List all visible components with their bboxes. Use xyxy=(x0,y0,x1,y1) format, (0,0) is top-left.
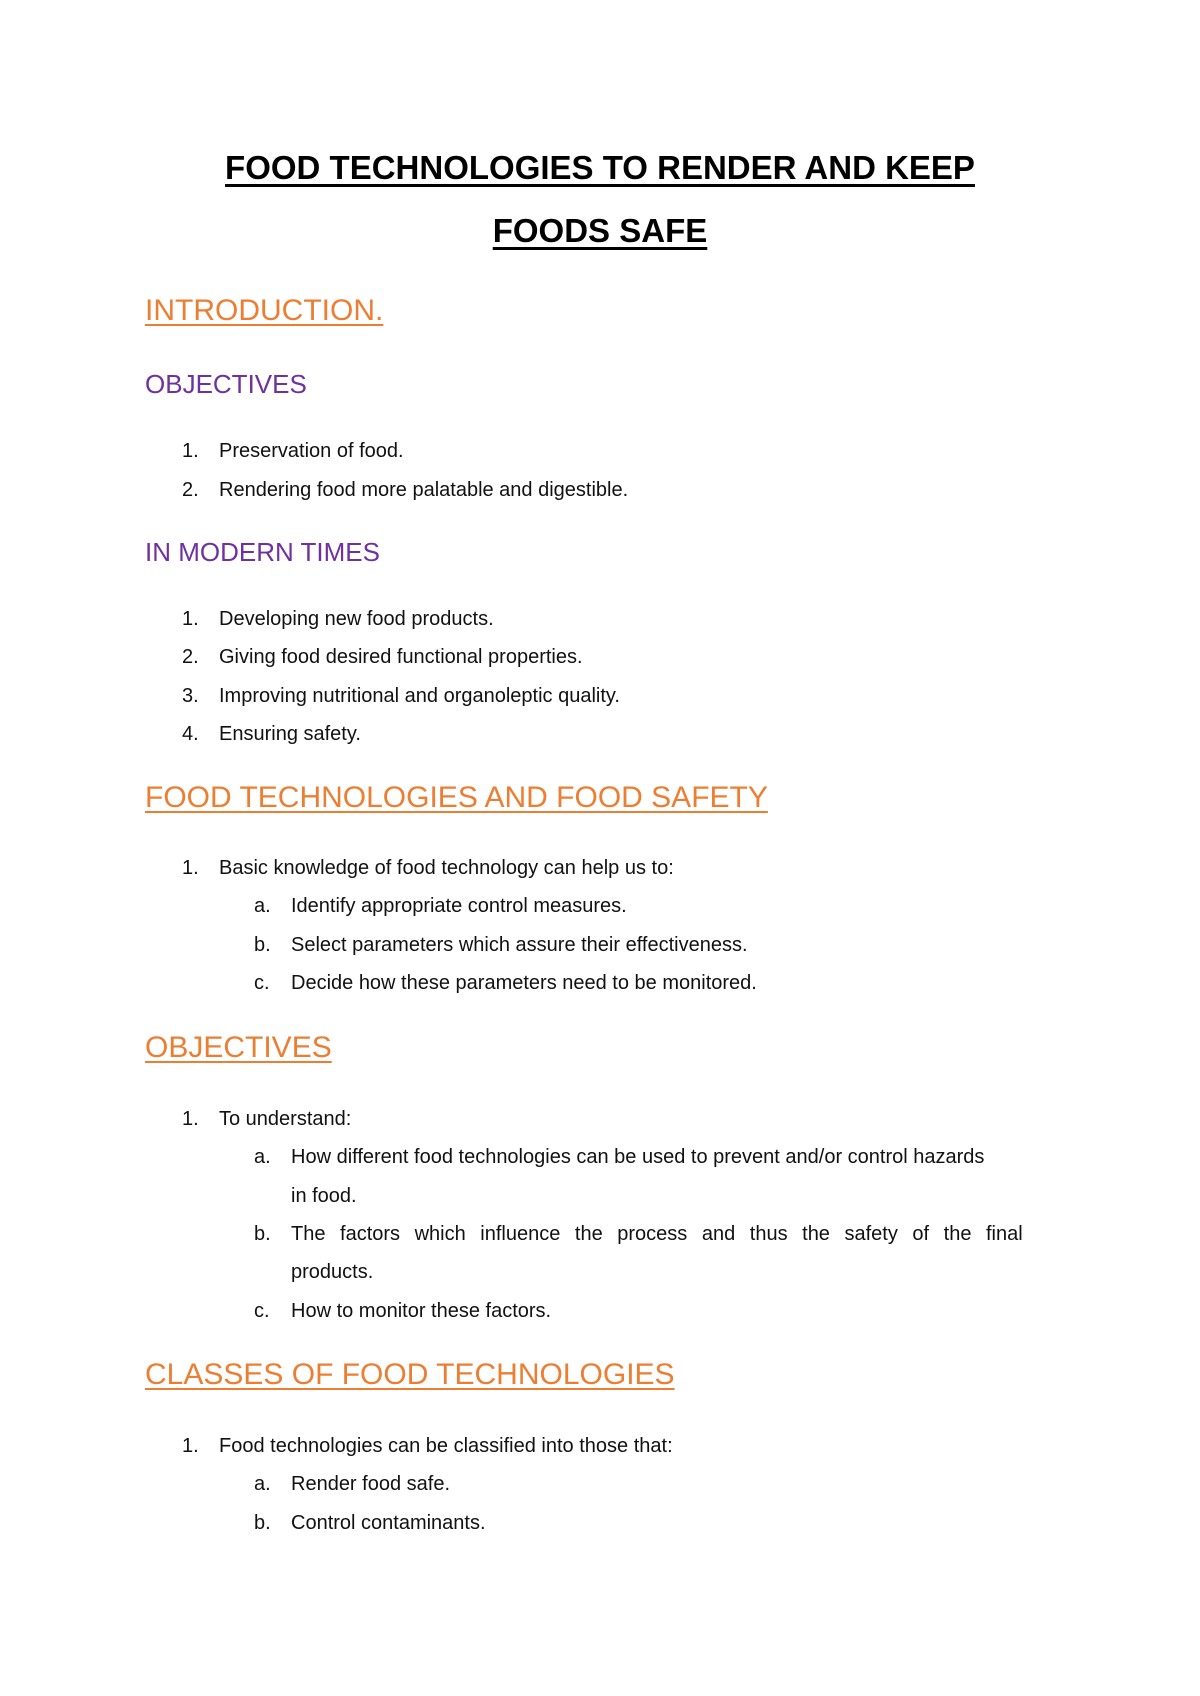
list-text: Improving nutritional and organoleptic quality. xyxy=(219,685,620,707)
list-number: 1. xyxy=(182,1435,199,1457)
list-text: Rendering food more palatable and digestible. xyxy=(219,479,629,501)
heading-classes-food-technologies: CLASSES OF FOOD TECHNOLOGIES xyxy=(145,1358,675,1391)
sub-list-text: Control contaminants. xyxy=(291,1512,486,1534)
list-text: Giving food desired functional properties. xyxy=(219,646,583,668)
sub-list-letter: c. xyxy=(254,972,270,994)
sub-list-text: Render food safe. xyxy=(291,1473,450,1495)
sub-list-letter: a. xyxy=(254,1473,271,1495)
title-text-2: FOODS SAFE xyxy=(492,212,708,249)
sub-list-text: products. xyxy=(291,1261,374,1283)
heading-objectives-2: OBJECTIVES xyxy=(145,1031,332,1064)
sub-list-text: How different food technologies can be used to prevent and/or control hazards xyxy=(291,1146,985,1168)
list-text: Developing new food products. xyxy=(219,608,494,630)
heading-introduction: INTRODUCTION. xyxy=(145,294,384,327)
sub-list-letter: b. xyxy=(254,1223,271,1245)
list-number: 1. xyxy=(182,857,199,879)
list-text: To understand: xyxy=(219,1108,352,1130)
list-number: 1. xyxy=(182,608,199,630)
sub-list-letter: c. xyxy=(254,1300,270,1322)
list-number: 2. xyxy=(182,479,199,501)
heading-modern-times: IN MODERN TIMES xyxy=(145,537,380,567)
list-number: 3. xyxy=(182,685,199,707)
list-text: Basic knowledge of food technology can help us to: xyxy=(219,857,674,879)
sub-list-letter: a. xyxy=(254,1146,271,1168)
list-text: Ensuring safety. xyxy=(219,723,361,745)
sub-list-text: Identify appropriate control measures. xyxy=(291,895,627,917)
list-number: 2. xyxy=(182,646,199,668)
sub-list-text: How to monitor these factors. xyxy=(291,1300,552,1322)
document-title-line-2 xyxy=(0,211,1200,251)
sub-list-letter: b. xyxy=(254,1512,271,1534)
heading-objectives: OBJECTIVES xyxy=(145,369,307,399)
sub-list-text: Decide how these parameters need to be monitored. xyxy=(291,972,757,994)
title-text-1: FOOD TECHNOLOGIES TO RENDER AND KEEP xyxy=(225,149,975,186)
list-number: 1. xyxy=(182,1108,199,1130)
sub-list-letter: a. xyxy=(254,895,271,917)
document-title-line-1 xyxy=(0,148,1200,188)
list-number: 4. xyxy=(182,723,199,745)
sub-list-text: in food. xyxy=(291,1185,357,1207)
heading-food-technologies-safety: FOOD TECHNOLOGIES AND FOOD SAFETY xyxy=(145,781,768,814)
list-number: 1. xyxy=(182,440,199,462)
list-text: Preservation of food. xyxy=(219,440,404,462)
sub-list-letter: b. xyxy=(254,934,271,956)
sub-list-text: Select parameters which assure their effectiveness. xyxy=(291,934,748,956)
sub-list-text: The factors which influence the process and thus the safety of the final xyxy=(291,1223,1023,1245)
list-text: Food technologies can be classified into those that: xyxy=(219,1435,673,1457)
